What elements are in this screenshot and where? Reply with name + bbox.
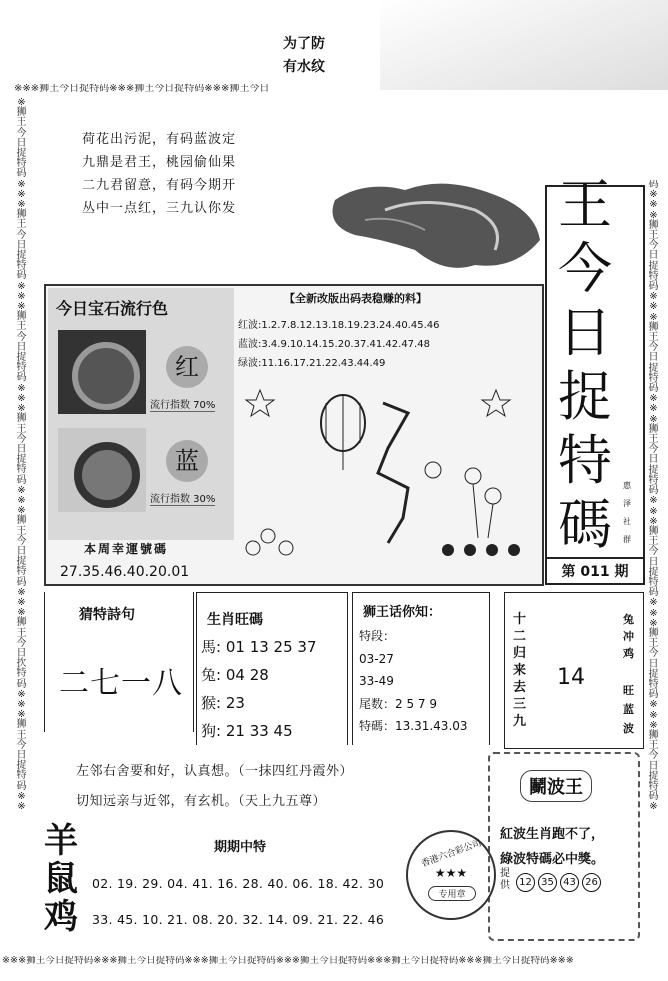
number-ball: 43 (560, 873, 579, 892)
lion-title: 狮王话你知： (363, 605, 442, 620)
lucky-label: 本周幸運號碼 (84, 542, 169, 556)
top-border: ※※※狮王今日捉特码※※※狮王今日捉特码※※※狮王今日 (14, 84, 270, 94)
title-char: 王 (558, 173, 612, 236)
number-ball: 35 (538, 873, 557, 892)
zodiac-row (201, 717, 317, 745)
zodiac-animal: 狗: (201, 722, 222, 740)
zodiac-nums: 23 (225, 694, 245, 712)
bottom-row-1: 02. 19. 29. 04. 41. 16. 28. 40. 06. 18. 42. 30 (92, 876, 385, 891)
publisher-char: 社 (623, 517, 631, 526)
publisher (621, 477, 633, 549)
number-ball: 12 (516, 873, 535, 892)
riddle-line-1: 左邻右舍要和好，认真想。（一抹四红丹霞外） (76, 764, 354, 779)
lion-box (352, 592, 490, 745)
stamp-star: ★★★ (434, 866, 468, 880)
wave-title: 【全新改版出码表稳赚的料】 (284, 292, 427, 305)
lion-line: 特段： (359, 629, 396, 643)
publisher-char: 泽 (623, 499, 631, 508)
right-border: 码※※※狮王今日捉特码※※※狮王今日捉特码※※※狮王今日捉特码※※※狮王今日捉特码※※※狮王今日捉特码※※※狮王今日捉特码※ (648, 180, 659, 813)
blue-index: 流行指数 30% (150, 490, 215, 506)
lantern-illustration (238, 378, 538, 558)
zodiac-rows (201, 633, 317, 745)
green-wave: 绿波:11.16.17.21.22.43.44.49 (238, 358, 386, 369)
publisher-char: 群 (623, 535, 631, 544)
zodiac-animal: 馬: (201, 638, 222, 656)
stamp-line-1: 香港六合彩公司 (420, 838, 483, 870)
masthead (545, 173, 645, 585)
vertical-col-2: 兔冲鸡 (623, 613, 634, 660)
zodiac-box (196, 592, 348, 745)
zodiac-animal: 兔: (201, 666, 222, 684)
zodiac-row (201, 689, 317, 717)
publisher-char: 惠 (623, 481, 631, 490)
company-stamp (406, 830, 496, 920)
vertical-number: 14 (557, 665, 585, 690)
bottom-title: 期期中特 (214, 840, 267, 855)
zodiac-row (201, 633, 317, 661)
title-char: 碼 (558, 493, 612, 556)
title-char: 特 (558, 429, 612, 492)
title-char: 今 (558, 237, 612, 300)
guess-title: 猜特詩句 (79, 607, 135, 623)
title-char: 捉 (558, 365, 612, 428)
zodiac-nums: 01 13 25 37 (225, 638, 317, 656)
wave-king-balls (516, 870, 604, 892)
gem-left (48, 288, 234, 540)
issue-number: 第 011 期 (547, 557, 643, 585)
animal-char: 鼠 (44, 859, 78, 899)
zodiac-nums: 04 28 (225, 666, 269, 684)
vertical-col-3: 旺蓝波 (623, 684, 634, 735)
title-char: 日 (558, 301, 612, 364)
poem-line: 九鼎是君王，桃园偷仙果 (82, 155, 237, 170)
lion-line: 33-49 (359, 674, 394, 688)
red-index: 流行指数 70% (150, 396, 215, 412)
guess-content: 二七一八 (59, 666, 183, 701)
wave-list (238, 290, 538, 373)
lion-illustration (325, 180, 545, 280)
red-gem-char: 红 (166, 346, 208, 388)
vertical-col-1: 十二归来去三九 (513, 612, 527, 729)
zodiac-row (201, 661, 317, 689)
number-ball: 26 (582, 873, 601, 892)
left-border: ※狮王今日捉特码※※※狮王今日捉特码※※※狮王今日捉特码※※※狮王今日捉特码※※※狮王今日捉特码※※※狮王今日扻特码※※※狮王今日捉特码※※ (16, 98, 27, 813)
blue-gem-char: 蓝 (166, 440, 208, 482)
wave-king-line-2: 綠波特碼必中獎。 (500, 852, 605, 867)
wave-king-title: 鬭波王 (520, 770, 592, 802)
gem-image-2 (58, 428, 146, 512)
wave-king-line-1: 紅波生肖跑不了， (500, 827, 605, 842)
lion-line: 03-27 (359, 651, 394, 666)
header-line-1: 为了防 (283, 36, 325, 52)
bottom-animals (44, 822, 78, 936)
vertical-box (504, 592, 644, 749)
poem (82, 128, 236, 220)
gem-title: 今日宝石流行色 (56, 299, 169, 318)
blue-wave: 蓝波:3.4.9.10.14.15.20.37.41.42.47.48 (238, 339, 430, 350)
lucky-numbers: 27.35.46.40.20.01 (60, 564, 190, 580)
header-line-2: 有水纹 (283, 59, 325, 75)
animal-char: 羊 (44, 821, 78, 861)
lion-line: 尾数：2 5 7 9 (359, 696, 437, 711)
poem-line: 二九君留意，有码今期开 (82, 178, 237, 193)
zodiac-title: 生肖旺碼 (207, 612, 263, 628)
zodiac-animal: 猴: (201, 694, 222, 712)
corner-shade (380, 0, 668, 90)
bottom-row-2: 33. 45. 10. 21. 08. 20. 32. 14. 09. 21. 22. 46 (92, 912, 385, 927)
lion-lines (359, 625, 468, 738)
poem-line: 丛中一点红，三九认你发 (82, 201, 237, 216)
animal-char: 鸡 (44, 897, 78, 937)
stamp-line-2: 专用章 (428, 886, 476, 901)
red-wave: 红波:1.2.7.8.12.13.18.19.23.24.40.45.46 (238, 320, 440, 331)
gem-image-1 (58, 330, 146, 414)
lion-line: 特碼：13.31.43.03 (359, 719, 468, 733)
bottom-border: ※※※狮王今日捉特码※※※狮王今日捉特码※※※狮王今日捉特码※※※狮王今日捉特码※※※狮王今日捉特码※※※狮王今日捉特码※※※ (2, 956, 574, 966)
poem-line: 荷花出污泥，有码蓝波定 (82, 132, 237, 147)
zodiac-nums: 21 33 45 (225, 722, 293, 740)
guess-box (44, 592, 194, 732)
riddle-line-2: 切知远亲与近邻，有玄机。（天上九五尊） (76, 794, 327, 809)
wave-king-provide: 提供 (500, 868, 510, 891)
masthead-title (555, 173, 615, 557)
